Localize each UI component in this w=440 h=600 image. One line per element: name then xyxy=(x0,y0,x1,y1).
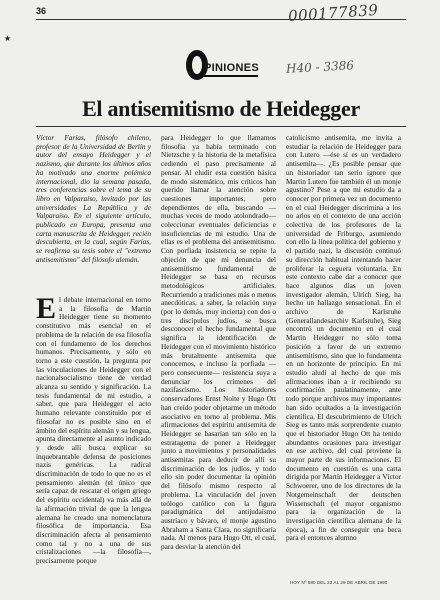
section-logo-underline xyxy=(204,75,258,77)
article-column-3 xyxy=(286,134,401,543)
drop-cap: E xyxy=(36,292,57,325)
article-column-1 xyxy=(36,292,151,566)
handwritten-reference: H40 - 3386 xyxy=(285,58,355,76)
page-number: 36 xyxy=(36,6,47,16)
article-title: El antisemitismo de Heidegger xyxy=(82,96,360,121)
article-column-2-text: para Heidegger lo que llamamos filosofía ya había terminado con Nietzsche y la historia de la metafísica cediendo el paso precisamente al pensar. Al eludir esta cuestión básica de modo sistemático, mis críticos han querido llamar la atención sobre cuestiones importantes, pero dependientes de ella, buscando —muchas veces de modo atolondrado— coleccionar eventuales deficiencias e insuficiencias de mi estudio. Una de ellas es el problema del antisemitismo. Con porfiada insistencia se repite la objeción de que mi denuncia del antisemitismo fundamental de Heidegger se basa en recursos metodológicos artificiales. Recurriendo a tradiciones más o menos anecdóticas, a saber, la relación suya (por lo demás, muy incierta) con dos o tres discípulos judíos, se busca desconocer el hecho fundamental que significa la identificación de Heidegger con el movimiento histórico más brutalmente antisemita que conocemos, e incluso la porfiada —pero consecuente— resistencia suya a denunciar los crímenes del nazifascismo. Los historiadores conservadores Ernst Nolte y Hugo Ott han creído poder objetarme un método asociativo en torno al problema. Mis afirmaciones del espíritu antisemita de Heidegger se basarían tan sólo en la estratagema de poner a Heidegger junto a movimientos y personalidades antisemitas para deducir de allí su discriminación de los judíos, y todo ello sin poder documentar la opinión del filósofo mismo respecto al problema. La vinculación del joven teólogo católico con la figura paradigmática del antijudaísmo austríaco y bávaro, el monje agustino Abraham a Santa Clara, no significaría nada. Al menos para Hugo Ott, el cual, para desviar la atención del xyxy=(161,133,276,552)
page-footer: HOY Nº 680 DEL 23 AL 29 DE ABRIL DE 1990 xyxy=(290,580,388,585)
article-intro xyxy=(36,134,151,265)
article-column-2 xyxy=(161,134,276,552)
headline-rule xyxy=(36,126,406,127)
handwritten-archive-code: 000177839 xyxy=(287,0,379,26)
section-logo-opiniones xyxy=(186,50,258,80)
margin-star: ★ xyxy=(4,34,12,43)
article-intro-text: Víctor Farías, filósofo chileno, profesor de la Universidad de Berlín y autor del ensayo Heidegger y el nazismo, que durante los últimos años ha motivado una enorme polémica internacional, dio la semana pasada, tres conferencias sobre el tema de su libro en Valparaíso, invitado por las universidades La República y de Valparaíso. En el siguiente artículo, publicado en Europa, presenta una carta manuscrita de Heidegger, recién descubierta, en la cual, según Farías, se reafirma su tesis sobre el "extremo antisemitismo" del filósofo alemán. xyxy=(36,133,151,264)
section-logo-word: PINIONES xyxy=(204,62,259,74)
article-column-1-text: l debate internacional en torno a la filosofía de Martín Heidegger tiene su momento constitutivo más esencial en el problema de la relación de esa filosofía con el fundamento de los derechos humanos. Precisamente, y sólo en torno a este cuestión, la pregunta por las vinculaciones de Heidegger con el nacionalsocialismo tiene de verdad alcanza su sentido y significación. La tesis fundamental de mi estudio, a saber, que para Heidegger el acto humano relevante constituido por el filosofar no es posible sino en el ámbito del espíritu alemán y su lengua, apunta directamente al asunto indicado y desde allí busca explicar su inquebrantable defensa de posiciones nazis genéricas. La radical discriminación de todo lo que no es el pensamiento alemán (el único que sería capaz de rescatar el origen griego del espíritu occidental) va más allá de la afirmación trivial de que la lengua alemana he creado una nomenclatura filosófica de importancia. Esa discriminación afecta al pensamiento como tal y no a una de sus cristalizaciones —la filosofía—, precisamente porque xyxy=(36,295,151,566)
article-column-3-text: catolicismo antisemita, me invita a estudiar la relación de Heidegger para con Lutero —ése sí es un verdadero antisemita—. ¿Es posible pensar que un historiador tan serio ignore que Martín Lutero fue también él un monje agustino? Pese a que mi estudio da a conocer por primera vez un documento en el cual Heidegger discrimina a los no arios en el contexto de una acción colectiva de los profesores de la universidad de Friburgo, asumiendo con ello la línea política del gobierno y el partido nazi, la discusión continuó su dirección habitual intentando hacer proliferar la ceguera voluntaria. En este contexto cabe dar a conocer que hace algunos días un joven investigador alemán, Ulrich Sieg, ha hecho un hallazgo sensacional. En el archivo de Karlsruhe (Generallandesarchiv Karlsruhe), Sieg encontró un documento en el cual Martín Heidegger no sólo toma posición a favor de un extremo antisemitismo, sino que lo fundamenta en un horizonte de principio. En mi estudio aludí al hecho de que mis afirmaciones iban a ir recibiendo su confirmación paulatinamente, ante todo porque archivos muy importantes han sido ocultados a la investigación científica. El descubrimiento de Ulrich Sieg es tanto más sorprendente cuanto que el historiador Hugo Ott ha tenido abundantes ocasiones para investigar en ese archivo, del cual proviene la mayor parte de sus informaciones. El documento en cuestión es una carta dirigida por Martín Heidegger a Víctor Schwoerer, uno de los directores de la Notgemeinschaft der deutschen Wissenschaft (el mayor organismo para la organización de la investigación científica alemana de la época), a fin de conseguir una beca para el entonces alumno xyxy=(286,133,401,543)
